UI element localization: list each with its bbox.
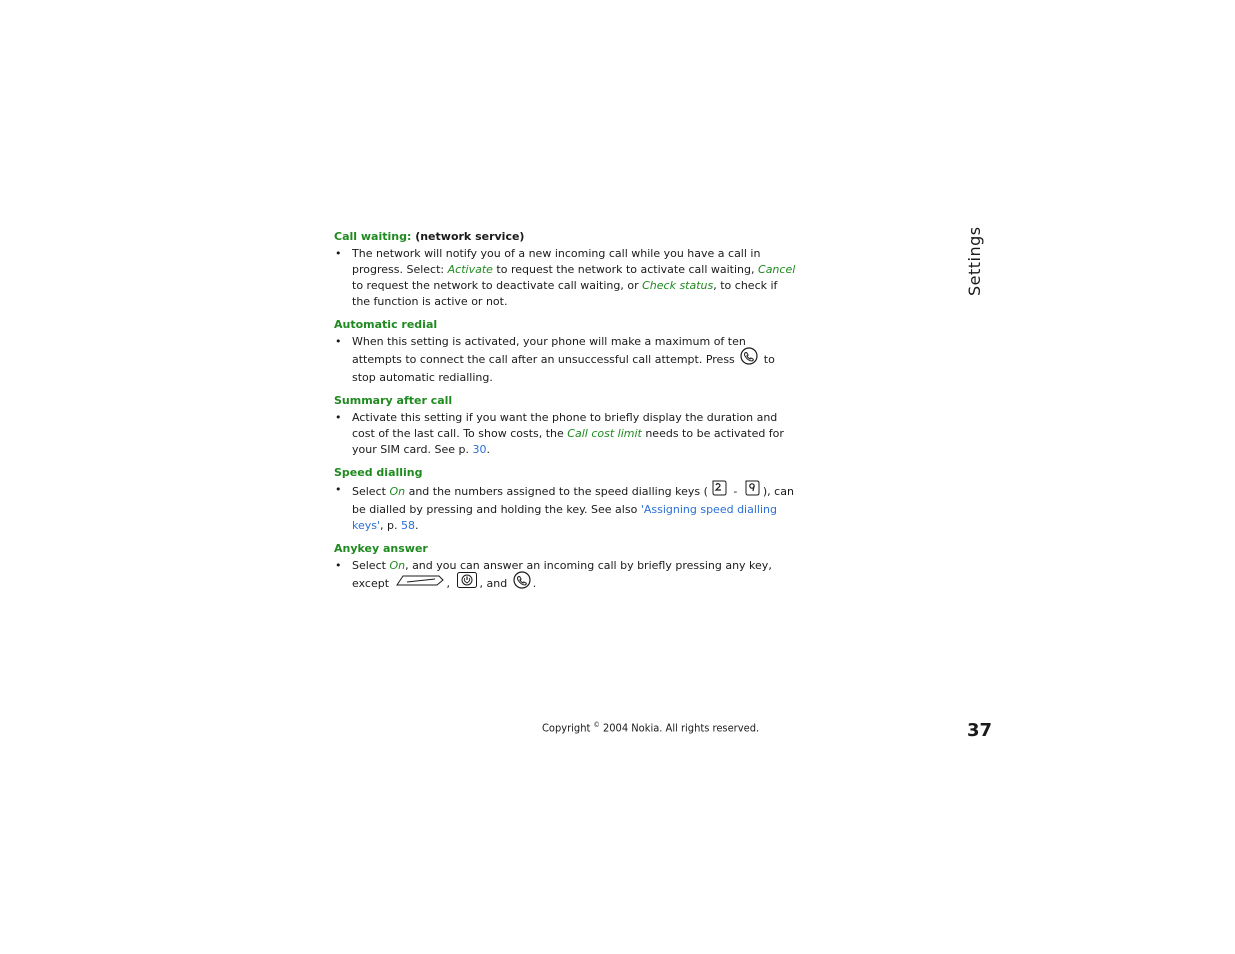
chapter-tab: Settings — [965, 226, 984, 296]
list-item: • Activate this setting if you want the phone to briefly display the duration and cost of the last call. To show costs, the Call cost limit needs to be activated for your SIM card. See p. 30. — [334, 410, 796, 458]
section-title: Anykey answer — [334, 542, 428, 555]
option-check-status: Check status — [642, 279, 714, 292]
key-2-icon — [710, 479, 728, 502]
page-link-30[interactable]: 30 — [472, 443, 487, 456]
page-link-58[interactable]: 58 — [400, 519, 415, 532]
copyright-notice: Copyright © 2004 Nokia. All rights reserved. — [542, 721, 760, 735]
section-summary-after-call — [334, 393, 796, 458]
soft-key-icon — [395, 573, 445, 592]
section-call-waiting — [334, 229, 796, 310]
option-call-cost-limit: Call cost limit — [567, 427, 642, 440]
section-title: Automatic redial — [334, 318, 438, 331]
list-item: • Select On, and you can answer an incoming call by briefly pressing any key, except , , and . — [334, 558, 796, 594]
section-anykey-answer — [334, 541, 796, 594]
section-title: Summary after call — [334, 394, 453, 407]
section-title: Call waiting: (network service) — [334, 230, 525, 243]
option-cancel: Cancel — [758, 263, 796, 276]
list-item: • When this setting is activated, your phone will make a maximum of ten attempts to connect the call after an unsuccessful call attempt. Press to stop automatic redialling. — [334, 334, 796, 386]
option-on: On — [389, 485, 406, 498]
section-speed-dialling — [334, 465, 796, 534]
link-assigning-speed-dialling-keys[interactable]: 'Assigning speed dialling keys' — [352, 503, 777, 532]
page-number: 37 — [967, 720, 993, 741]
option-activate: Activate — [447, 263, 493, 276]
option-on: On — [389, 559, 406, 572]
end-call-key-icon — [513, 571, 531, 594]
section-title: Speed dialling — [334, 466, 423, 479]
list-item: • The network will notify you of a new incoming call while you have a call in progress. Select: Activate to request the network to activate call waiting, Cancel to request the network to deactivate call waiting, or Check status, to check if the function is active or not. — [334, 246, 796, 310]
end-call-key-icon — [740, 347, 758, 370]
page-content — [334, 229, 796, 601]
copyright-symbol: © — [593, 721, 600, 729]
section-automatic-redial — [334, 317, 796, 386]
key-9-icon — [743, 479, 761, 502]
list-item: • Select On and the numbers assigned to the speed dialling keys ( - ), can be dialled by pressing and holding the key. See also 'Assigning speed dialling keys', p. 58. — [334, 482, 796, 534]
power-key-icon — [456, 571, 478, 594]
section-title-suffix: (network service) — [415, 230, 525, 243]
